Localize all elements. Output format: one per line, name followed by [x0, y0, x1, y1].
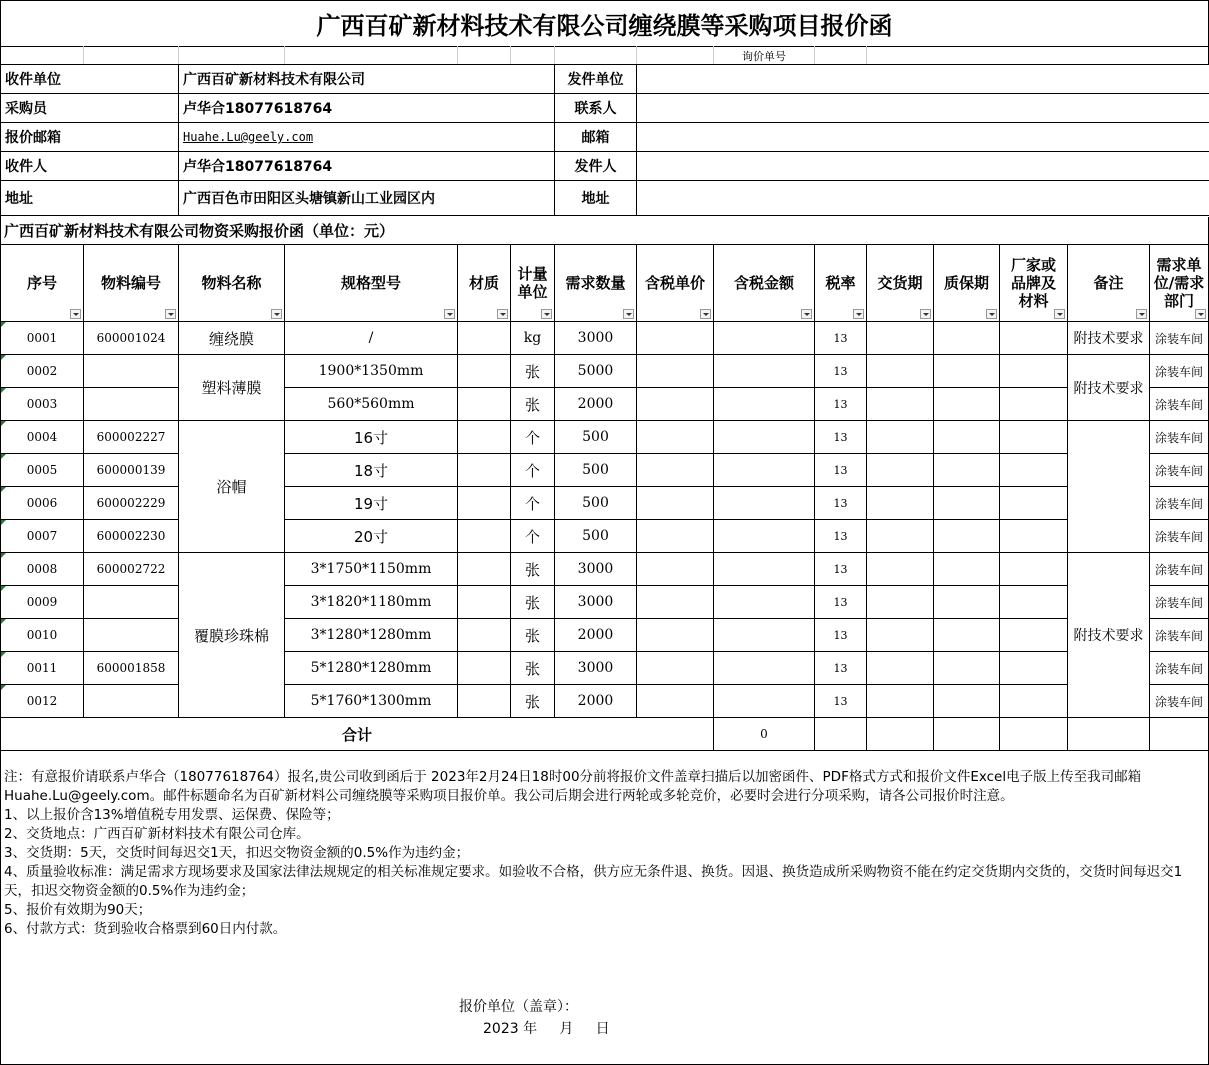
- cell-name[interactable]: 浴帽: [179, 421, 285, 553]
- cell-code[interactable]: 600001858: [84, 652, 179, 685]
- error-indicator-icon: [1, 520, 6, 525]
- cell-dept[interactable]: 涂装车间: [1150, 487, 1209, 520]
- filter-dropdown-icon[interactable]: [497, 309, 508, 319]
- header-label: 含税单价: [644, 274, 705, 292]
- cell-brand[interactable]: [1000, 619, 1068, 652]
- cell-unit-price[interactable]: [637, 355, 714, 388]
- cell-unit[interactable]: 张: [511, 553, 555, 586]
- cell-spec[interactable]: 20寸: [285, 520, 458, 553]
- cell-remark[interactable]: 附技术要求: [1068, 322, 1150, 355]
- cell-brand[interactable]: [1000, 388, 1068, 421]
- total-label: 合计: [1, 718, 714, 751]
- cell-seq[interactable]: [1, 685, 84, 718]
- cell-qty[interactable]: 5000: [555, 355, 637, 388]
- cell-unit[interactable]: 个: [511, 520, 555, 553]
- cell-name[interactable]: 塑料薄膜: [179, 355, 285, 421]
- cell-delivery[interactable]: [867, 487, 934, 520]
- header-label: 税率: [825, 274, 856, 292]
- cell-spec[interactable]: 16寸: [285, 421, 458, 454]
- cell-amount[interactable]: [714, 652, 815, 685]
- seq-value: 0004: [26, 430, 58, 444]
- cell-code[interactable]: [84, 586, 179, 619]
- notes-item: 5、报价有效期为90天；: [4, 902, 152, 918]
- table-row: [1, 322, 1209, 355]
- cell-unit-price[interactable]: [637, 322, 714, 355]
- cell-tax-rate[interactable]: 13: [815, 322, 867, 355]
- cell-spec[interactable]: 5*1280*1280mm: [285, 652, 458, 685]
- value-buyer[interactable]: 卢华合18077618764: [179, 94, 555, 123]
- cell-unit[interactable]: 张: [511, 619, 555, 652]
- cell-amount[interactable]: [714, 685, 815, 718]
- value-address-left[interactable]: 广西百色市田阳区头塘镇新山工业园区内: [179, 181, 555, 216]
- cell-seq[interactable]: [1, 586, 84, 619]
- label-sender: 发件人: [555, 152, 637, 181]
- cell-material[interactable]: [458, 454, 511, 487]
- notes-item: 6、付款方式：货到验收合格票到60日内付款。: [4, 921, 287, 937]
- header-spec[interactable]: [285, 245, 458, 322]
- header-label: 需求单位/需求部门: [1153, 256, 1205, 310]
- filter-dropdown-icon[interactable]: [1136, 309, 1147, 319]
- cell-brand[interactable]: [1000, 421, 1068, 454]
- label-email: 邮箱: [555, 123, 637, 152]
- cell-seq[interactable]: [1, 520, 84, 553]
- header-qty[interactable]: [555, 245, 637, 322]
- total-amount[interactable]: 0: [714, 718, 815, 751]
- total-empty-cell[interactable]: [1068, 718, 1150, 751]
- header-label: 厂家或品牌及材料: [1010, 256, 1056, 310]
- cell-brand[interactable]: [1000, 322, 1068, 355]
- seq-value: 0005: [26, 463, 58, 477]
- label-quote-email: 报价邮箱: [1, 123, 179, 152]
- error-indicator-icon: [1, 388, 6, 393]
- header-label: 物料名称: [201, 274, 262, 292]
- cell-delivery[interactable]: [867, 685, 934, 718]
- error-indicator-icon: [1, 454, 6, 459]
- header-label: 质保期: [943, 274, 989, 292]
- header-amount[interactable]: [714, 245, 815, 322]
- total-empty-cell[interactable]: [815, 718, 867, 751]
- cell-delivery[interactable]: [867, 553, 934, 586]
- sign-unit-label: 报价单位（盖章）：: [459, 999, 578, 1015]
- cell-delivery[interactable]: [867, 322, 934, 355]
- seq-value: 0006: [26, 496, 58, 510]
- header-label: 备注: [1093, 274, 1124, 292]
- cell-unit[interactable]: 个: [511, 421, 555, 454]
- header-label: 序号: [26, 274, 57, 292]
- cell-spec[interactable]: 18寸: [285, 454, 458, 487]
- header-label: 计量单位: [517, 265, 548, 301]
- cell-qty[interactable]: 500: [555, 421, 637, 454]
- cell-name[interactable]: 覆膜珍珠棉: [179, 553, 285, 718]
- cell-unit-price[interactable]: [637, 421, 714, 454]
- seq-value: 0007: [26, 529, 58, 543]
- filter-dropdown-icon[interactable]: [1195, 309, 1206, 319]
- cell-seq[interactable]: [1, 619, 84, 652]
- error-indicator-icon: [1, 619, 6, 624]
- cell-delivery[interactable]: [867, 388, 934, 421]
- cell-warranty[interactable]: [934, 520, 1000, 553]
- cell-amount[interactable]: [714, 454, 815, 487]
- cell-tax-rate[interactable]: 13: [815, 685, 867, 718]
- cell-amount[interactable]: [714, 487, 815, 520]
- cell-brand[interactable]: [1000, 520, 1068, 553]
- header-label: 规格型号: [340, 274, 401, 292]
- cell-qty[interactable]: 500: [555, 454, 637, 487]
- cell-warranty[interactable]: [934, 322, 1000, 355]
- filter-dropdown-icon[interactable]: [853, 309, 864, 319]
- cell-qty[interactable]: 2000: [555, 619, 637, 652]
- cell-remark[interactable]: [1068, 421, 1150, 553]
- cell-seq[interactable]: [1, 388, 84, 421]
- total-empty-cell[interactable]: [934, 718, 1000, 751]
- seq-value: 0002: [26, 364, 58, 378]
- cell-unit-price[interactable]: [637, 553, 714, 586]
- cell-unit[interactable]: 个: [511, 454, 555, 487]
- quote-email-link[interactable]: Huahe.Lu@geely.com: [183, 130, 314, 144]
- cell-qty[interactable]: 3000: [555, 322, 637, 355]
- cell-unit[interactable]: 个: [511, 487, 555, 520]
- cell-dept[interactable]: 涂装车间: [1150, 553, 1209, 586]
- cell-delivery[interactable]: [867, 355, 934, 388]
- header-tax-rate[interactable]: [815, 245, 867, 322]
- header-remark[interactable]: [1068, 245, 1150, 322]
- filter-dropdown-icon[interactable]: [444, 309, 455, 319]
- header-delivery[interactable]: [867, 245, 934, 322]
- cell-spec[interactable]: /: [285, 322, 458, 355]
- total-empty-cell[interactable]: [1000, 718, 1068, 751]
- cell-material[interactable]: [458, 355, 511, 388]
- header-label: 含税金额: [733, 274, 794, 292]
- cell-amount[interactable]: [714, 421, 815, 454]
- cell-material[interactable]: [458, 388, 511, 421]
- cell-unit-price[interactable]: [637, 652, 714, 685]
- cell-warranty[interactable]: [934, 454, 1000, 487]
- cell-dept[interactable]: 涂装车间: [1150, 520, 1209, 553]
- cell-material[interactable]: [458, 652, 511, 685]
- header-label: 材质: [468, 274, 499, 292]
- header-unit-price[interactable]: [637, 245, 714, 322]
- cell-warranty[interactable]: [934, 685, 1000, 718]
- quote-table: [0, 244, 1209, 751]
- error-indicator-icon: [1, 322, 6, 327]
- cell-dept[interactable]: 涂装车间: [1150, 685, 1209, 718]
- cell-seq[interactable]: [1, 553, 84, 586]
- cell-amount[interactable]: [714, 553, 815, 586]
- cell-warranty[interactable]: [934, 553, 1000, 586]
- notes-intro: 注：有意报价请联系卢华合（18077618764）报名,贵公司收到函后于 2023年2月24日18时00分前将报价文件盖章扫描后以加密函件、PDF格式方式和报价文件Excel电子版上传至我司邮箱Huahe.Lu@geely.com。邮件标题命名为百矿新材料公司缠绕膜等采购项目报价单。我公司后期会进行两轮或多轮竞价，必要时会进行分项采购，请各公司报价时注意。: [4, 769, 1142, 804]
- cell-spec[interactable]: 3*1820*1180mm: [285, 586, 458, 619]
- cell-seq[interactable]: [1, 421, 84, 454]
- label-contact: 联系人: [555, 94, 637, 123]
- label-recipient: 收件人: [1, 152, 179, 181]
- seq-value: 0003: [26, 397, 58, 411]
- info-block: [0, 65, 1209, 217]
- cell-spec[interactable]: 19寸: [285, 487, 458, 520]
- cell-code[interactable]: [84, 388, 179, 421]
- header-dept[interactable]: [1150, 245, 1209, 322]
- cell-material[interactable]: [458, 520, 511, 553]
- cell-qty[interactable]: 3000: [555, 586, 637, 619]
- header-label: 物料编号: [100, 274, 161, 292]
- cell-qty[interactable]: 3000: [555, 553, 637, 586]
- cell-tax-rate[interactable]: 13: [815, 487, 867, 520]
- cell-amount[interactable]: [714, 322, 815, 355]
- cell-qty[interactable]: 2000: [555, 388, 637, 421]
- cell-spec[interactable]: 1900*1350mm: [285, 355, 458, 388]
- cell-unit-price[interactable]: [637, 685, 714, 718]
- cell-spec[interactable]: 3*1280*1280mm: [285, 619, 458, 652]
- total-empty-cell[interactable]: [867, 718, 934, 751]
- cell-brand[interactable]: [1000, 355, 1068, 388]
- cell-material[interactable]: [458, 619, 511, 652]
- cell-dept[interactable]: 涂装车间: [1150, 421, 1209, 454]
- cell-code[interactable]: [84, 685, 179, 718]
- cell-dept[interactable]: 涂装车间: [1150, 355, 1209, 388]
- cell-remark[interactable]: 附技术要求: [1068, 355, 1150, 421]
- filter-dropdown-icon[interactable]: [700, 309, 711, 319]
- cell-delivery[interactable]: [867, 454, 934, 487]
- cell-unit-price[interactable]: [637, 454, 714, 487]
- label-address-left: 地址: [1, 181, 179, 216]
- cell-material[interactable]: [458, 421, 511, 454]
- cell-amount[interactable]: [714, 586, 815, 619]
- sign-date: 2023 年 月 日: [483, 1021, 610, 1037]
- cell-dept[interactable]: 涂装车间: [1150, 652, 1209, 685]
- cell-delivery[interactable]: [867, 421, 934, 454]
- cell-amount[interactable]: [714, 388, 815, 421]
- cell-material[interactable]: [458, 553, 511, 586]
- filter-dropdown-icon[interactable]: [623, 309, 634, 319]
- cell-brand[interactable]: [1000, 652, 1068, 685]
- cell-unit[interactable]: 张: [511, 586, 555, 619]
- cell-brand[interactable]: [1000, 553, 1068, 586]
- cell-tax-rate[interactable]: 13: [815, 355, 867, 388]
- cell-seq[interactable]: [1, 454, 84, 487]
- cell-tax-rate[interactable]: 13: [815, 421, 867, 454]
- seq-value: 0010: [26, 628, 58, 642]
- cell-unit[interactable]: 张: [511, 652, 555, 685]
- cell-code[interactable]: 600002722: [84, 553, 179, 586]
- seq-value: 0001: [26, 331, 58, 345]
- label-receiver-company: 收件单位: [1, 65, 179, 94]
- filter-dropdown-icon[interactable]: [70, 309, 81, 319]
- error-indicator-icon: [1, 553, 6, 558]
- cell-brand[interactable]: [1000, 487, 1068, 520]
- cell-amount[interactable]: [714, 355, 815, 388]
- cell-code[interactable]: 600002229: [84, 487, 179, 520]
- table-row: [1, 421, 1209, 454]
- cell-qty[interactable]: 500: [555, 520, 637, 553]
- cell-code[interactable]: [84, 355, 179, 388]
- cell-tax-rate[interactable]: 13: [815, 388, 867, 421]
- cell-unit-price[interactable]: [637, 487, 714, 520]
- table-header-row: [1, 245, 1209, 322]
- cell-amount[interactable]: [714, 520, 815, 553]
- value-contact[interactable]: [637, 94, 1209, 123]
- cell-tax-rate[interactable]: 13: [815, 619, 867, 652]
- cell-warranty[interactable]: [934, 355, 1000, 388]
- cell-delivery[interactable]: [867, 619, 934, 652]
- filter-dropdown-icon[interactable]: [541, 309, 552, 319]
- cell-unit-price[interactable]: [637, 388, 714, 421]
- header-code[interactable]: [84, 245, 179, 322]
- cell-brand[interactable]: [1000, 685, 1068, 718]
- cell-warranty[interactable]: [934, 619, 1000, 652]
- cell-material[interactable]: [458, 586, 511, 619]
- filter-dropdown-icon[interactable]: [920, 309, 931, 319]
- header-name[interactable]: [179, 245, 285, 322]
- notes-item: 1、以上报价含13%增值税专用发票、运保费、保险等；: [4, 807, 340, 823]
- table-row: [1, 553, 1209, 586]
- cell-code[interactable]: 600002227: [84, 421, 179, 454]
- inquiry-no-label: 询价单号: [742, 49, 786, 63]
- seq-value: 0009: [26, 595, 58, 609]
- error-indicator-icon: [1, 586, 6, 591]
- error-indicator-icon: [1, 487, 6, 492]
- header-warranty[interactable]: [934, 245, 1000, 322]
- cell-warranty[interactable]: [934, 586, 1000, 619]
- cell-seq[interactable]: [1, 652, 84, 685]
- value-receiver-company[interactable]: 广西百矿新材料技术有限公司: [179, 65, 555, 94]
- cell-dept[interactable]: 涂装车间: [1150, 322, 1209, 355]
- total-row: [1, 718, 1209, 751]
- notes-item: 4、质量验收标准：满足需求方现场要求及国家法律法规规定的相关标准规定要求。如验收不合格，供方应无条件退、换货。因退、换货造成所采购物资不能在约定交货期内交货的，交货时间每迟交1天，扣迟交物资金额的0.5%作为违约金；: [4, 864, 1183, 899]
- cell-qty[interactable]: 500: [555, 487, 637, 520]
- cell-brand[interactable]: [1000, 586, 1068, 619]
- quote-email-cell: [179, 123, 555, 152]
- filter-dropdown-icon[interactable]: [1054, 309, 1065, 319]
- notes-item: 2、交货地点：广西百矿新材料技术有限公司仓库。: [4, 826, 310, 842]
- cell-unit[interactable]: 张: [511, 388, 555, 421]
- cell-dept[interactable]: 涂装车间: [1150, 454, 1209, 487]
- cell-material[interactable]: [458, 487, 511, 520]
- cell-tax-rate[interactable]: 13: [815, 520, 867, 553]
- cell-dept[interactable]: 涂装车间: [1150, 619, 1209, 652]
- cell-unit[interactable]: 张: [511, 685, 555, 718]
- cell-tax-rate[interactable]: 13: [815, 553, 867, 586]
- value-recipient[interactable]: 卢华合18077618764: [179, 152, 555, 181]
- blank-grid-row: [0, 46, 1209, 65]
- cell-code[interactable]: [84, 619, 179, 652]
- seq-value: 0011: [26, 661, 58, 675]
- cell-seq[interactable]: [1, 322, 84, 355]
- error-indicator-icon: [1, 421, 6, 426]
- error-indicator-icon: [1, 355, 6, 360]
- cell-dept[interactable]: 涂装车间: [1150, 388, 1209, 421]
- filter-dropdown-icon[interactable]: [271, 309, 282, 319]
- cell-spec[interactable]: 560*560mm: [285, 388, 458, 421]
- value-address-right[interactable]: [637, 181, 1209, 216]
- header-unit[interactable]: [511, 245, 555, 322]
- cell-remark[interactable]: 附技术要求: [1068, 553, 1150, 718]
- cell-qty[interactable]: 3000: [555, 652, 637, 685]
- cell-tax-rate[interactable]: 13: [815, 652, 867, 685]
- notes-item: 3、交货期：5天，交货时间每迟交1天，扣迟交物资金额的0.5%作为违约金；: [4, 845, 470, 861]
- cell-spec[interactable]: 5*1760*1300mm: [285, 685, 458, 718]
- label-address-right: 地址: [555, 181, 637, 216]
- label-buyer: 采购员: [1, 94, 179, 123]
- cell-warranty[interactable]: [934, 652, 1000, 685]
- cell-brand[interactable]: [1000, 454, 1068, 487]
- cell-tax-rate[interactable]: 13: [815, 454, 867, 487]
- cell-seq[interactable]: [1, 355, 84, 388]
- filter-dropdown-icon[interactable]: [986, 309, 997, 319]
- filter-dropdown-icon[interactable]: [165, 309, 176, 319]
- cell-material[interactable]: [458, 685, 511, 718]
- seq-value: 0008: [26, 562, 58, 576]
- signature-block: [459, 996, 610, 1040]
- header-material[interactable]: [458, 245, 511, 322]
- table-row: [1, 355, 1209, 388]
- cell-code[interactable]: 600002230: [84, 520, 179, 553]
- value-sender-company[interactable]: [637, 65, 1209, 94]
- cell-code[interactable]: 600001024: [84, 322, 179, 355]
- value-email[interactable]: [637, 123, 1209, 152]
- header-brand[interactable]: [1000, 245, 1068, 322]
- cell-material[interactable]: [458, 322, 511, 355]
- cell-unit[interactable]: 张: [511, 355, 555, 388]
- cell-dept[interactable]: 涂装车间: [1150, 586, 1209, 619]
- cell-tax-rate[interactable]: 13: [815, 586, 867, 619]
- section-title: 广西百矿新材料技术有限公司物资采购报价函（单位：元）: [0, 217, 1209, 244]
- cell-warranty[interactable]: [934, 487, 1000, 520]
- total-empty-cell[interactable]: [1150, 718, 1209, 751]
- value-sender[interactable]: [637, 152, 1209, 181]
- cell-unit-price[interactable]: [637, 586, 714, 619]
- cell-delivery[interactable]: [867, 652, 934, 685]
- seq-value: 0012: [26, 694, 58, 708]
- error-indicator-icon: [1, 652, 6, 657]
- label-sender-company: 发件单位: [555, 65, 637, 94]
- document-title: 广西百矿新材料技术有限公司缠绕膜等采购项目报价函: [0, 0, 1209, 47]
- cell-warranty[interactable]: [934, 421, 1000, 454]
- cell-unit-price[interactable]: [637, 520, 714, 553]
- cell-spec[interactable]: 3*1750*1150mm: [285, 553, 458, 586]
- cell-delivery[interactable]: [867, 520, 934, 553]
- cell-qty[interactable]: 2000: [555, 685, 637, 718]
- header-seq[interactable]: [1, 245, 84, 322]
- header-label: 交货期: [877, 274, 923, 292]
- cell-seq[interactable]: [1, 487, 84, 520]
- filter-dropdown-icon[interactable]: [801, 309, 812, 319]
- cell-delivery[interactable]: [867, 586, 934, 619]
- cell-warranty[interactable]: [934, 388, 1000, 421]
- cell-unit-price[interactable]: [637, 619, 714, 652]
- error-indicator-icon: [1, 685, 6, 690]
- cell-amount[interactable]: [714, 619, 815, 652]
- cell-unit[interactable]: kg: [511, 322, 555, 355]
- cell-code[interactable]: 600000139: [84, 454, 179, 487]
- header-label: 需求数量: [565, 274, 626, 292]
- cell-name[interactable]: 缠绕膜: [179, 322, 285, 355]
